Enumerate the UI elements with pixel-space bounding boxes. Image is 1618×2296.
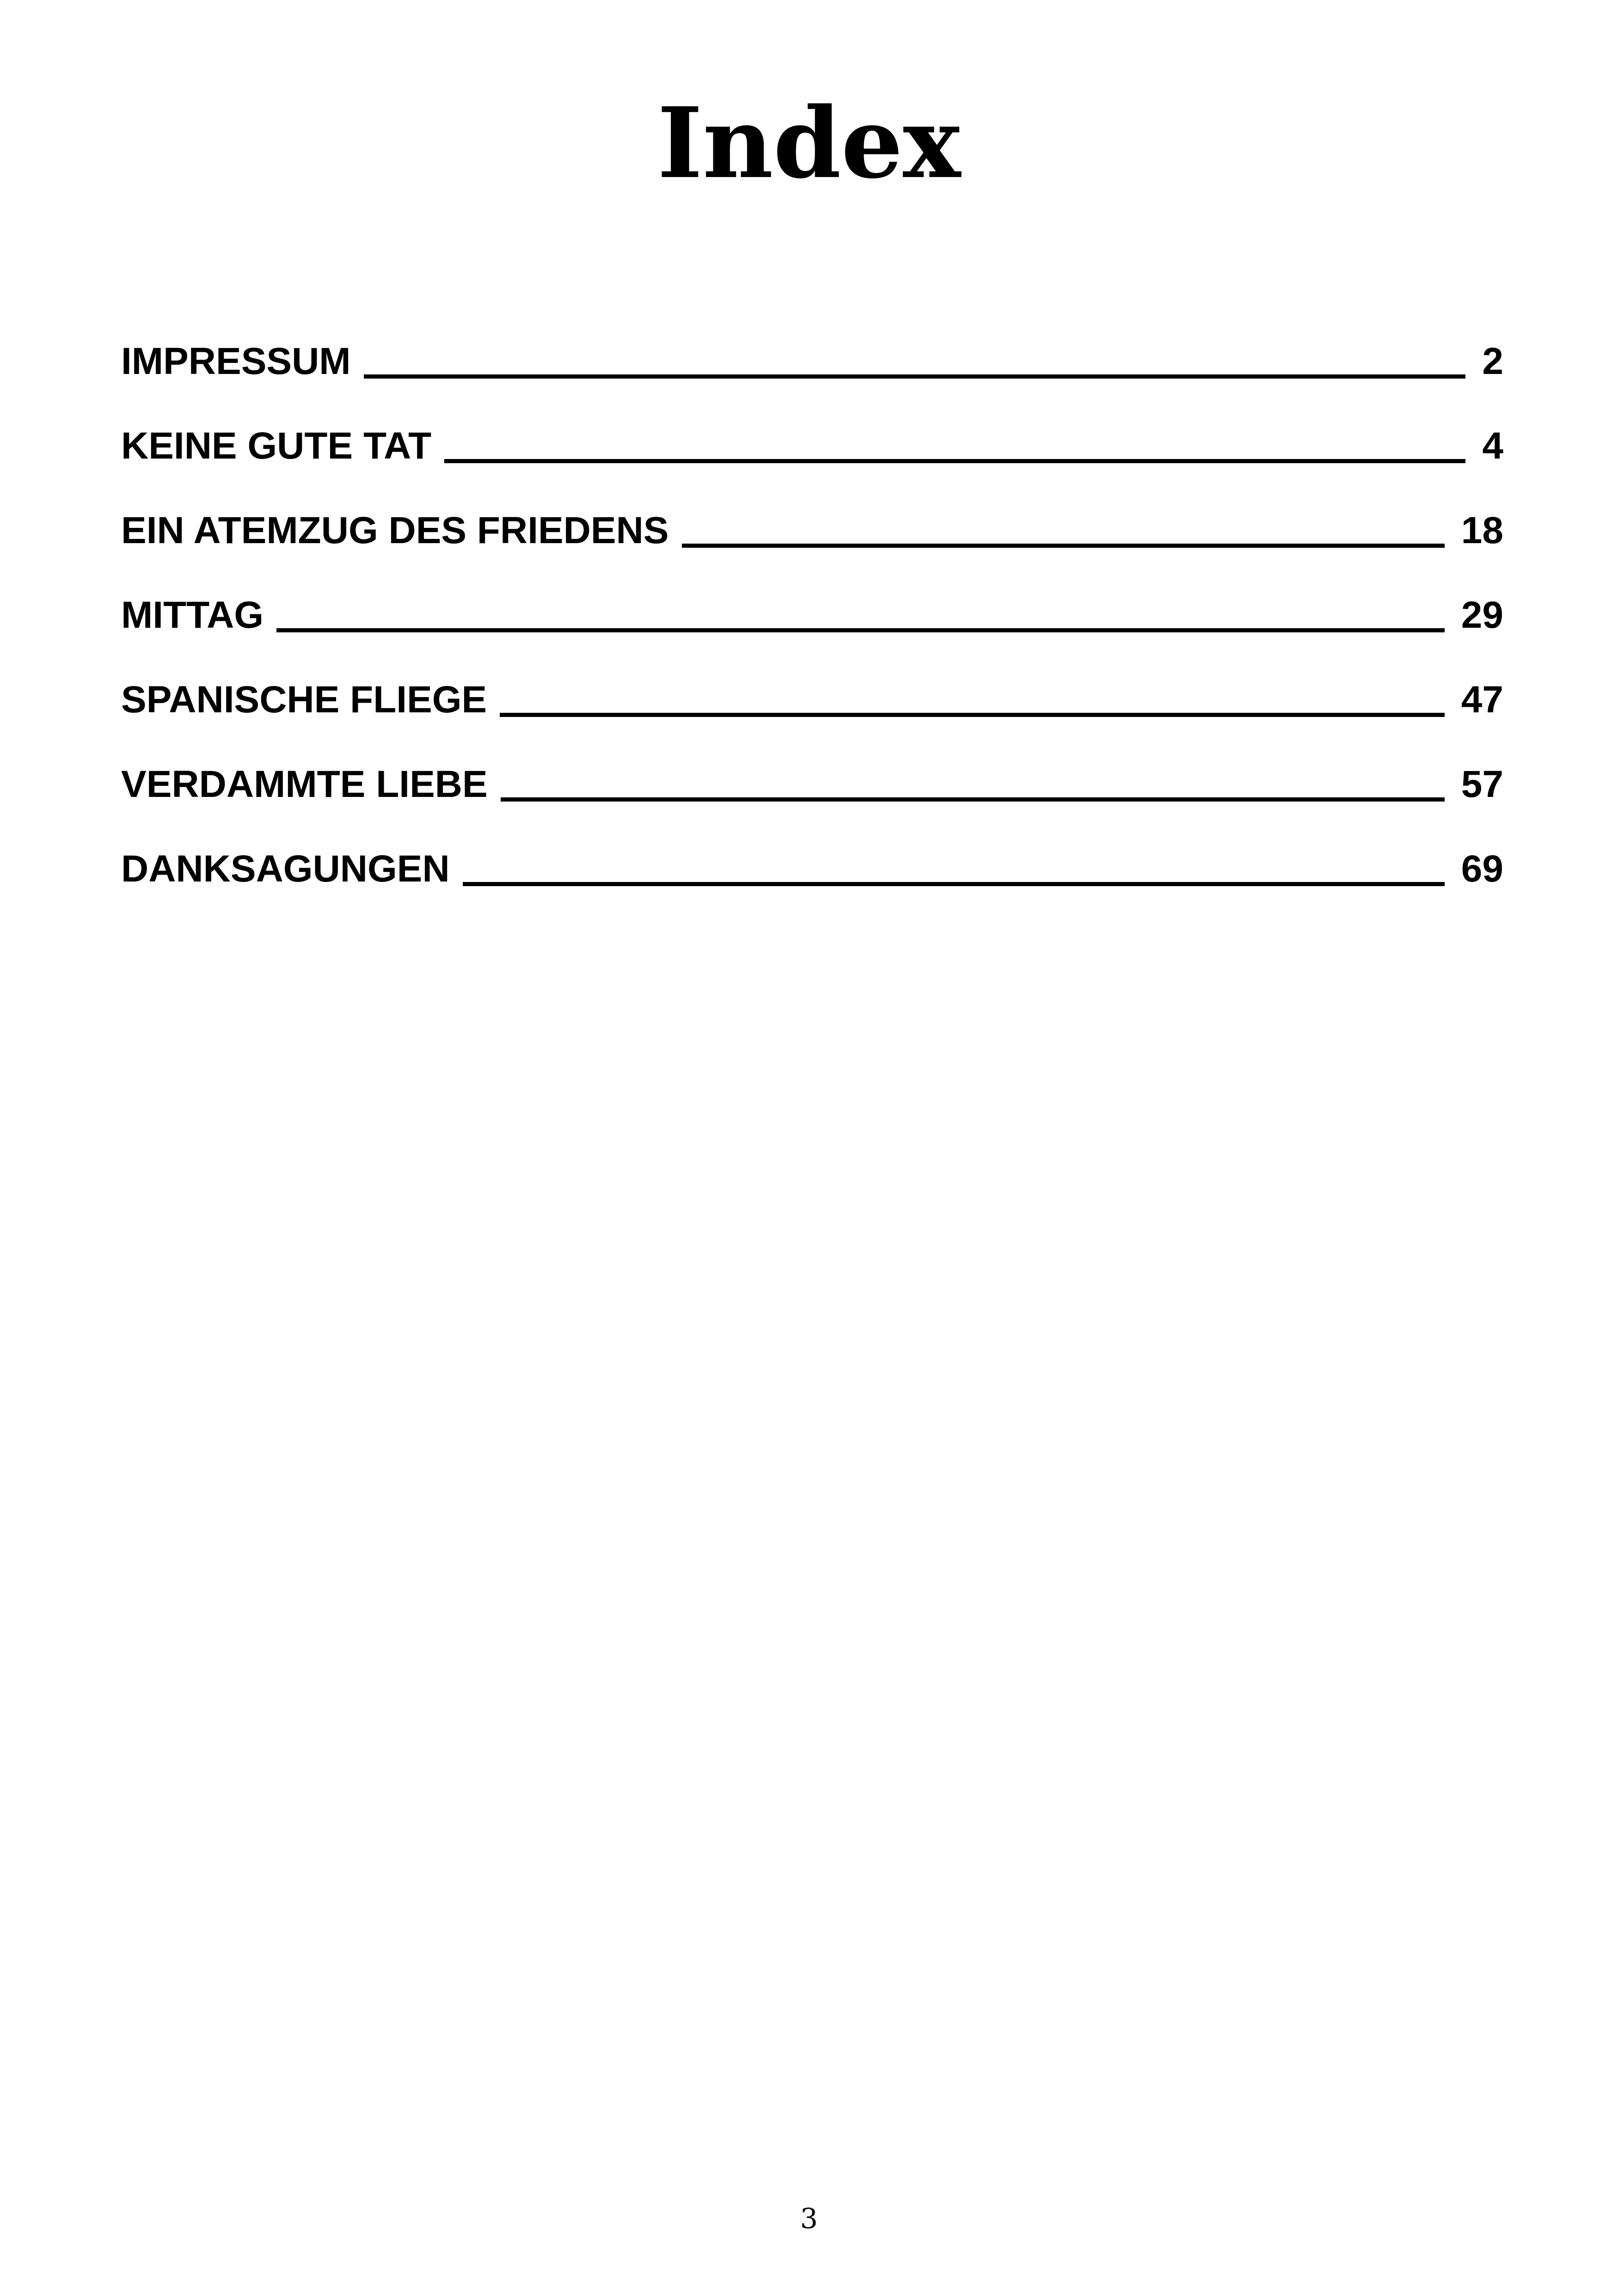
toc-entry-page: 57 <box>1461 763 1503 805</box>
page-number: 3 <box>800 2203 818 2235</box>
toc-entry-title: DANKSAGUNGEN <box>121 848 450 890</box>
toc-entry-verdammte-liebe[interactable] <box>121 742 1503 827</box>
toc-entry-page: 69 <box>1461 848 1503 890</box>
toc-entry-title: VERDAMMTE LIEBE <box>121 763 488 805</box>
toc-entry-danksagungen[interactable] <box>121 827 1503 911</box>
toc-leader-line <box>501 797 1445 802</box>
page-title: Index <box>657 86 961 200</box>
toc-entry-impressum[interactable] <box>121 319 1503 404</box>
toc-entry-title: IMPRESSUM <box>121 340 351 382</box>
toc-entry-page: 29 <box>1461 594 1503 636</box>
toc-leader-line <box>276 628 1445 632</box>
toc-leader-line <box>463 882 1445 886</box>
toc-entry-ein-atemzug-des-friedens[interactable] <box>121 488 1503 573</box>
toc-entry-title: SPANISCHE FLIEGE <box>121 679 487 721</box>
toc-entry-title: EIN ATEMZUG DES FRIEDENS <box>121 509 669 551</box>
toc-leader-line <box>444 459 1465 463</box>
toc-leader-line <box>500 713 1445 717</box>
toc-entry-title: KEINE GUTE TAT <box>121 425 432 467</box>
toc-entry-spanische-fliege[interactable] <box>121 657 1503 742</box>
toc-entry-mittag[interactable] <box>121 573 1503 657</box>
toc-entry-title: MITTAG <box>121 594 264 636</box>
toc-entry-keine-gute-tat[interactable] <box>121 404 1503 488</box>
toc-entry-page: 47 <box>1461 679 1503 721</box>
toc-entry-page: 18 <box>1461 509 1503 551</box>
toc-entry-page: 4 <box>1482 425 1503 467</box>
toc-leader-line <box>682 544 1445 548</box>
table-of-contents <box>121 319 1503 911</box>
toc-entry-page: 2 <box>1482 340 1503 382</box>
toc-leader-line <box>364 374 1466 379</box>
